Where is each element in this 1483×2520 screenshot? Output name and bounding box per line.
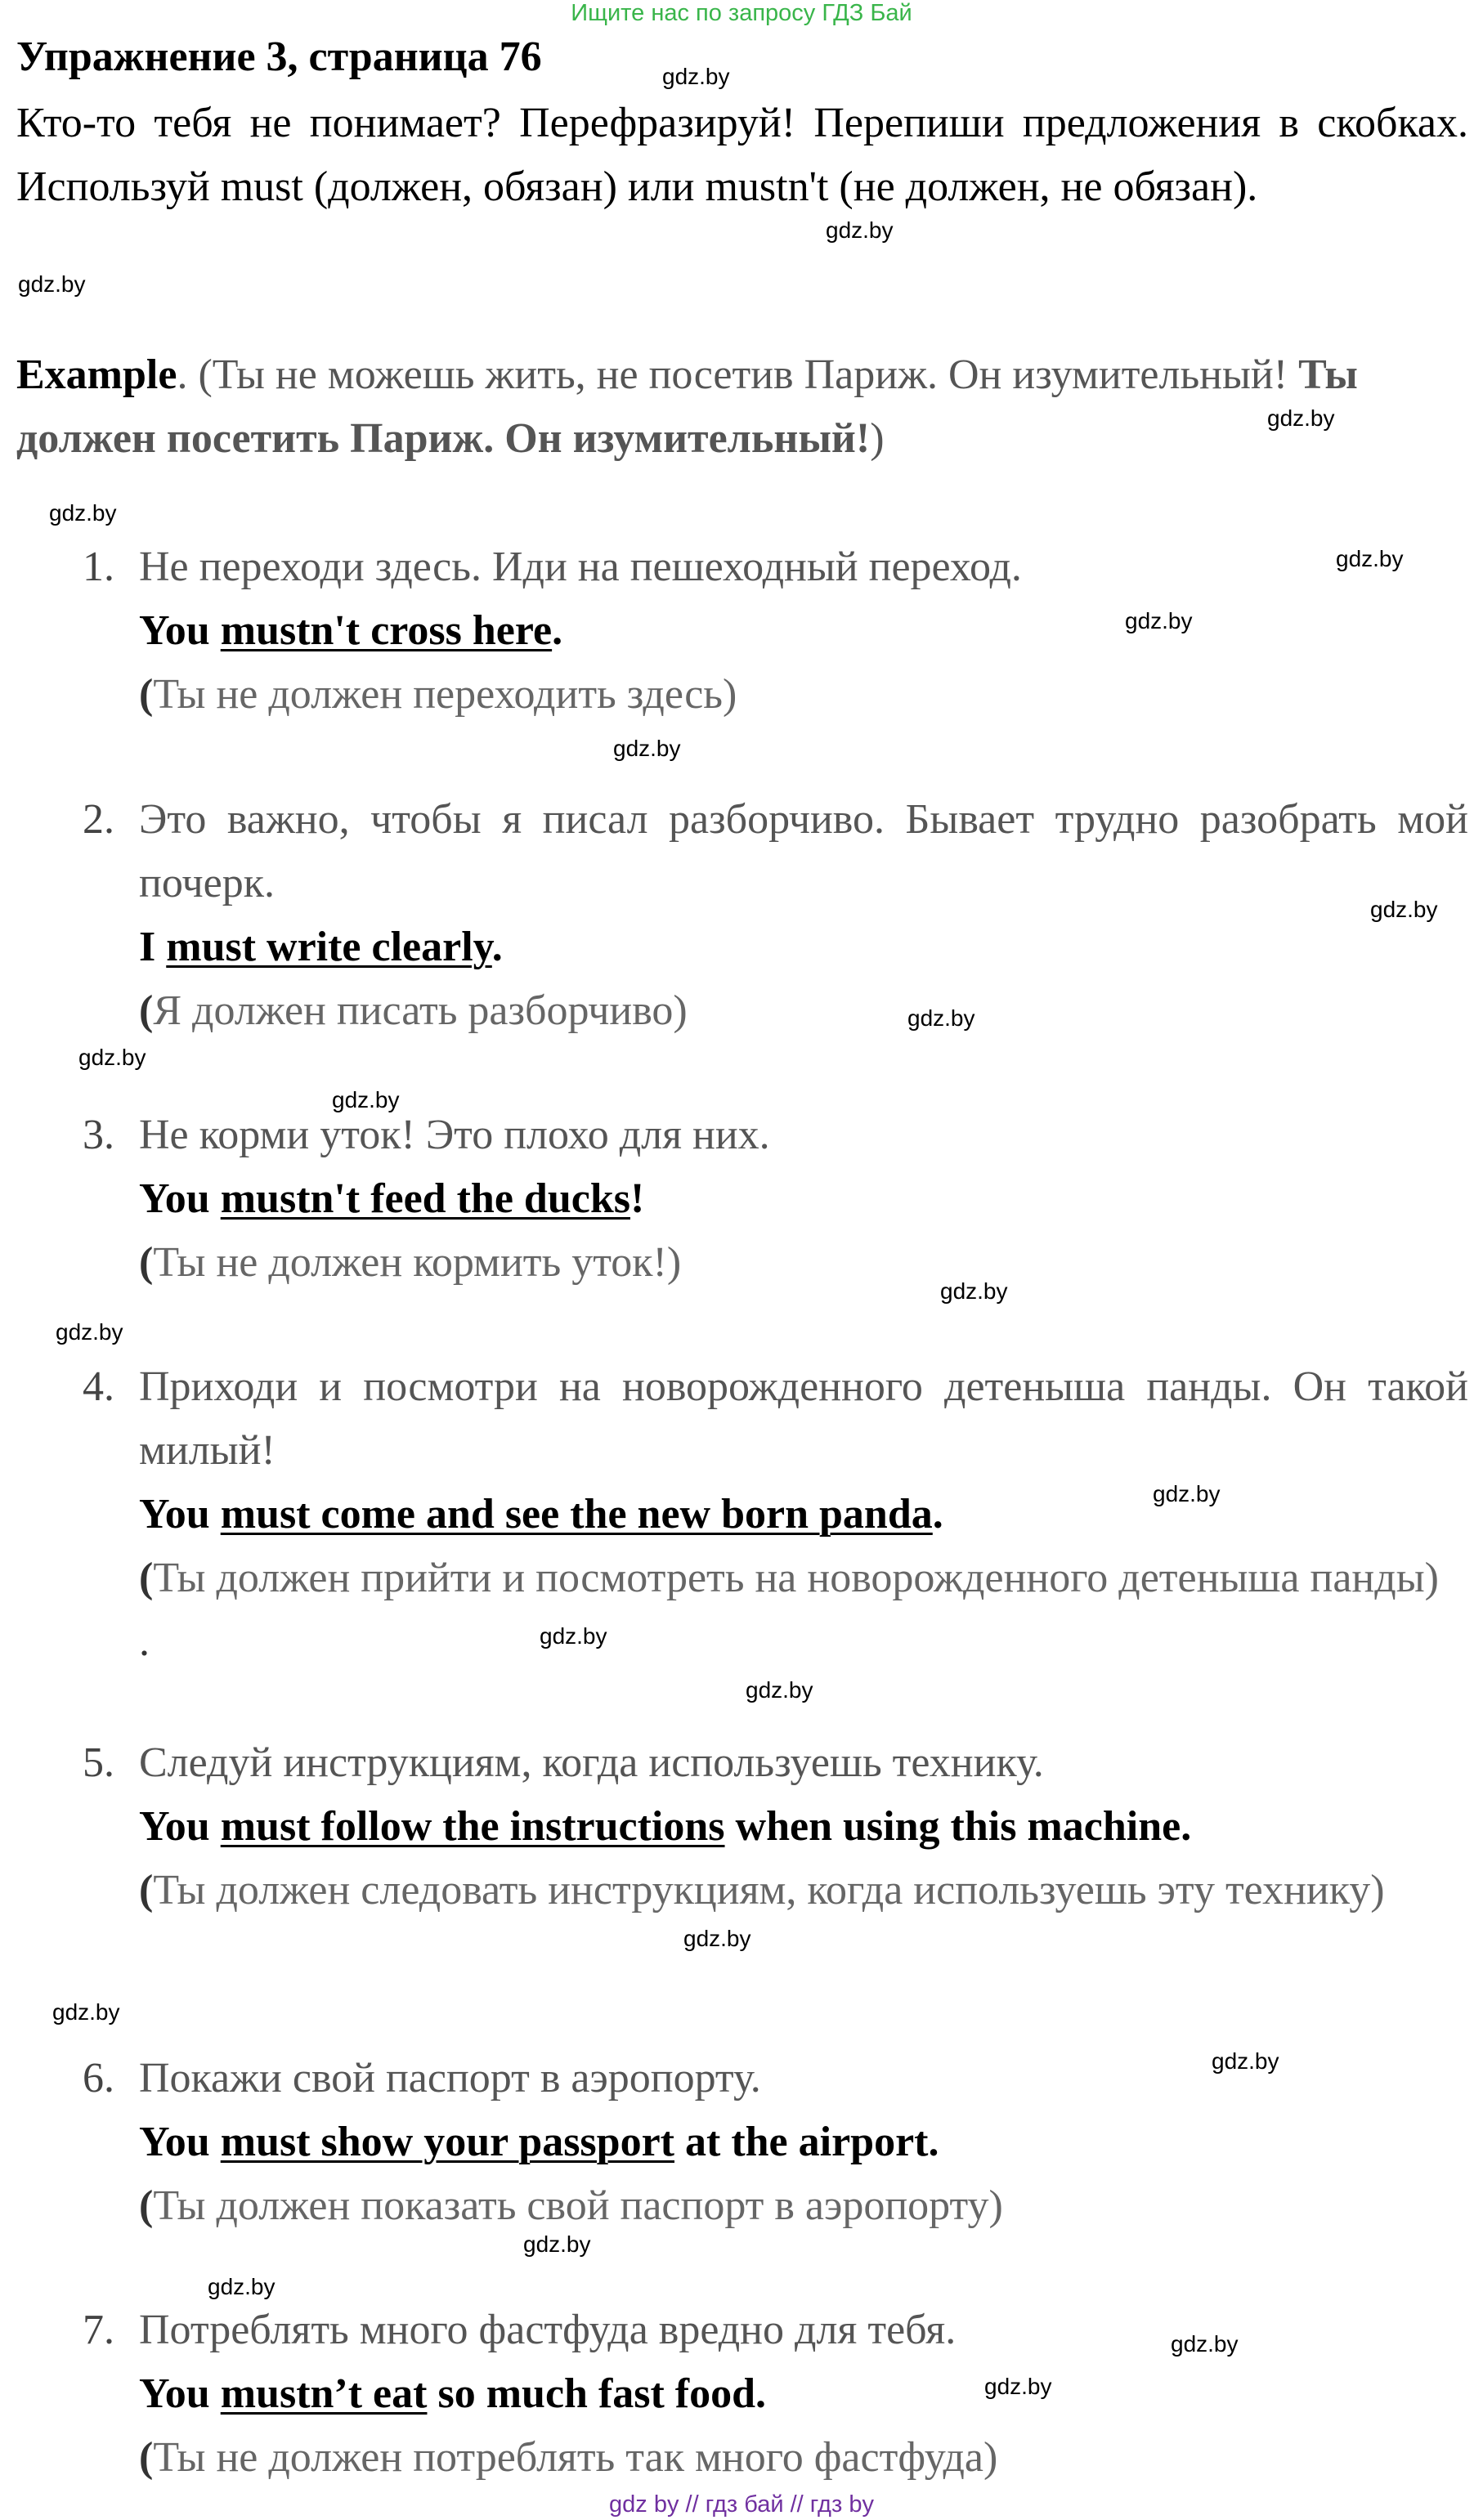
item-number: 1.	[83, 544, 114, 590]
example-close: )	[870, 415, 885, 462]
watermark: gdz.by	[1171, 2331, 1239, 2357]
footer-links: gdz by // гдз бай // гдз by	[609, 2491, 874, 2518]
item-translation: (Ты должен следовать инструкциям, когда используешь эту технику)	[139, 1867, 1385, 1913]
page-title: Упражнение 3, страница 76	[16, 34, 542, 80]
watermark: gdz.by	[208, 2274, 276, 2299]
watermark: gdz.by	[49, 500, 117, 526]
exercise-item-5	[65, 1731, 1468, 1922]
item-question: Потреблять много фастфуда вредно для тебя.	[139, 2307, 957, 2353]
item-answer: You mustn’t eat so much fast food.	[139, 2370, 767, 2417]
item-translation: (Я должен писать разборчиво)	[139, 987, 688, 1034]
item-translation: (Ты должен показать свой паспорт в аэропорту)	[139, 2182, 1003, 2229]
watermark: gdz.by	[56, 1319, 123, 1345]
task-instructions: Кто-то тебя не понимает? Перефразируй! Перепиши предложения в скобках. Используй must (должен, обязан) или mustn't (не должен, не обязан).	[16, 100, 1468, 210]
watermark: gdz.by	[1370, 897, 1438, 922]
example-label: Example	[16, 351, 177, 398]
watermark: gdz.by	[746, 1677, 813, 1703]
watermark: gdz.by	[18, 271, 86, 297]
watermark: gdz.by	[1153, 1481, 1221, 1506]
item-number: 2.	[83, 796, 114, 843]
item-question: Не переходи здесь. Иди на пешеходный переход.	[139, 544, 1022, 590]
item-extra-dot: .	[139, 1618, 150, 1665]
item-translation: (Ты не должен потреблять так много фастфуда)	[139, 2434, 998, 2481]
watermark: gdz.by	[1212, 2048, 1279, 2074]
watermark: gdz.by	[332, 1087, 400, 1112]
watermark: gdz.by	[1267, 405, 1335, 431]
item-question: Приходи и посмотри на новорожденного детеныша панды. Он такой милый!	[139, 1363, 1468, 1474]
watermark: gdz.by	[940, 1278, 1008, 1304]
example-text: . (Ты не можешь жить, не посетив Париж. Он изумительный!	[177, 351, 1288, 398]
item-number: 5.	[83, 1739, 114, 1786]
watermark: gdz.by	[1336, 546, 1404, 571]
item-answer: You mustn't cross here.	[139, 607, 563, 654]
exercise-item-3	[65, 1103, 1468, 1295]
watermark: gdz.by	[1125, 608, 1193, 633]
item-number: 6.	[83, 2055, 114, 2101]
item-translation: (Ты не должен переходить здесь)	[139, 671, 737, 718]
watermark: gdz.by	[52, 1999, 120, 2025]
item-question: Покажи свой паспорт в аэропорту.	[139, 2055, 761, 2101]
watermark: gdz.by	[523, 2231, 591, 2257]
item-question: Следуй инструкциям, когда используешь технику.	[139, 1739, 1044, 1786]
watermark: gdz.by	[78, 1045, 146, 1070]
item-question: Не корми уток! Это плохо для них.	[139, 1112, 770, 1158]
item-translation: (Ты должен прийти и посмотреть на новорожденного детеныша панды)	[139, 1555, 1439, 1601]
watermark: gdz.by	[613, 736, 681, 761]
item-answer: You must follow the instructions when using this machine.	[139, 1803, 1192, 1850]
watermark: gdz.by	[683, 1926, 751, 1951]
exercise-item-2	[65, 788, 1468, 1043]
item-answer: I must write clearly.	[139, 924, 503, 970]
watermark: gdz.by	[907, 1005, 975, 1031]
top-banner: Ищите нас по запросу ГДЗ Бай	[571, 0, 912, 26]
watermark: gdz.by	[662, 64, 730, 89]
item-number: 3.	[83, 1112, 114, 1158]
example-answer: Ты должен посетить Париж. Он изумительный!	[16, 351, 1358, 462]
exercise-item-7	[65, 2298, 1468, 2490]
watermark: gdz.by	[540, 1623, 607, 1649]
item-answer: You mustn't feed the ducks!	[139, 1175, 645, 1222]
exercise-item-6	[65, 2047, 1468, 2238]
item-question: Это важно, чтобы я писал разборчиво. Бывает трудно разобрать мой почерк.	[139, 796, 1468, 906]
exercise-item-4	[65, 1355, 1468, 1674]
watermark: gdz.by	[984, 2374, 1052, 2399]
item-translation: (Ты не должен кормить уток!)	[139, 1239, 682, 1286]
watermark: gdz.by	[826, 217, 894, 243]
exercise-item-1	[65, 535, 1468, 727]
item-number: 7.	[83, 2307, 114, 2353]
item-answer: You must come and see the new born panda.	[139, 1491, 943, 1538]
example-block	[16, 343, 1468, 471]
item-answer: You must show your passport at the airport.	[139, 2119, 939, 2165]
item-number: 4.	[83, 1363, 114, 1410]
